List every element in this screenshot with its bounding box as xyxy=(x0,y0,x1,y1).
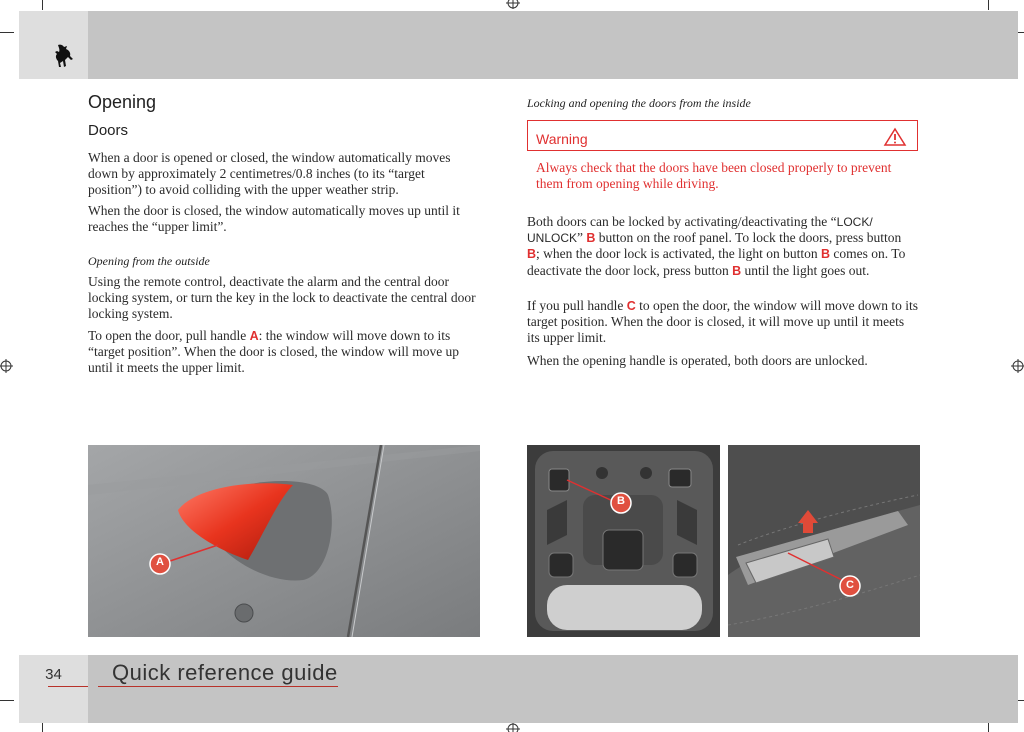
page-title: Opening xyxy=(88,92,157,112)
section-heading: Locking and opening the doors from the inside xyxy=(527,96,751,110)
divider xyxy=(98,686,338,687)
registration-mark-icon xyxy=(506,0,520,10)
crop-mark xyxy=(988,0,989,10)
paragraph: If you pull handle C to open the door, the window will move down to its target position. When the door is closed, it will move up until it meets its upper limit. xyxy=(527,298,918,346)
section-heading: Opening from the outside xyxy=(88,254,210,268)
reference-label-b: B xyxy=(527,247,537,262)
warning-text: Always check that the doors have been closed properly to prevent them from opening while driving. xyxy=(536,160,892,192)
header-band xyxy=(88,11,1018,79)
footer-title: Quick reference guide xyxy=(112,660,338,685)
crop-mark xyxy=(42,722,43,732)
paragraph: When the opening handle is operated, both doors are unlocked. xyxy=(527,353,868,368)
divider xyxy=(48,686,88,687)
registration-mark-icon xyxy=(1010,359,1024,373)
roof-panel-photo xyxy=(527,445,720,637)
door-handle-photo xyxy=(88,445,480,637)
callout-c: C xyxy=(846,579,854,591)
paragraph: Both doors can be locked by activating/deactivating the “LOCK/ UNLOCK” B button on the roof panel. To lock the doors, press button B; when the door lock is activated, the light on button B comes on. To deactivate the door lock, press button B until the light goes out. xyxy=(527,214,906,278)
crop-mark xyxy=(42,0,43,10)
warning-title: Warning xyxy=(536,131,588,147)
callout-a: A xyxy=(156,556,164,568)
crop-mark xyxy=(988,722,989,732)
reference-label-a: A xyxy=(249,329,259,343)
paragraph: When a door is opened or closed, the window automatically moves down by approximately 2 centimetres/0.8 inches (to its “target position”) to avoid colliding with the upper weather strip. xyxy=(88,150,451,198)
reference-label-b: B xyxy=(732,263,742,278)
registration-mark-icon xyxy=(506,722,520,732)
warning-triangle-icon xyxy=(883,127,907,147)
prancing-horse-icon xyxy=(52,43,76,69)
paragraph: To open the door, pull handle A: the window will move down to its “target position”. When the door is closed, the window will move up until it meets the upper limit. xyxy=(88,328,460,376)
reference-label-c: C xyxy=(626,299,636,313)
registration-mark-icon xyxy=(0,359,14,373)
reference-label-b: B xyxy=(586,231,596,246)
crop-mark xyxy=(0,700,14,701)
section-subtitle: Doors xyxy=(88,122,129,139)
reference-label-b: B xyxy=(820,247,831,262)
crop-mark xyxy=(0,32,14,33)
paragraph: Using the remote control, deactivate the alarm and the central door locking system, or turn the key in the lock to deactivate the central door locking system. xyxy=(88,274,476,322)
page-number: 34 xyxy=(45,666,62,683)
callout-b: B xyxy=(617,495,625,507)
inside-handle-photo xyxy=(728,445,920,637)
paragraph: When the door is closed, the window automatically moves up until it reaches the “upper limit”. xyxy=(88,203,460,235)
